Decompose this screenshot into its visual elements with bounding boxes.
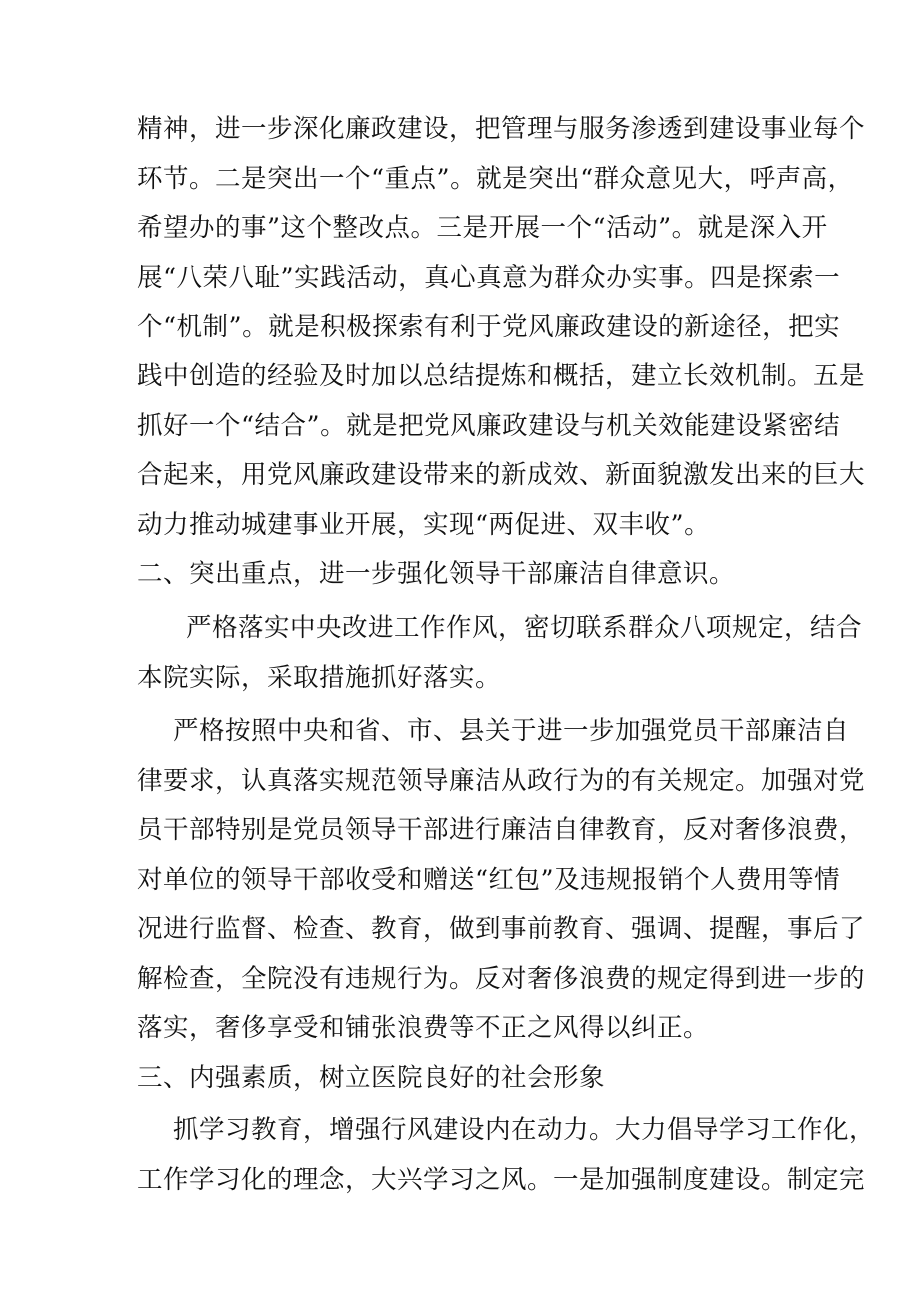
section-heading: 二、突出重点，进一步强化领导干部廉洁自律意识。 <box>137 559 736 589</box>
paragraph-first-line: 严格按照中央和省、市、县关于进一步加强党员干部廉洁自 <box>173 716 850 746</box>
paragraph-first-line: 严格落实中央改进工作作风，密切联系群众八项规定，结合 <box>186 613 863 643</box>
section-heading: 三、内强素质，树立医院良好的社会形象 <box>137 1063 606 1093</box>
text-line: 律要求，认真落实规范领导廉洁从政行为的有关规定。加强对党 <box>137 766 866 796</box>
text-line: 希望办的事”这个整改点。三是开展一个“活动”。就是深入开 <box>137 213 828 243</box>
text-line: 对单位的领导干部收受和赠送“红包”及违规报销个人费用等情 <box>137 865 841 895</box>
text-line: 解检查，全院没有违规行为。反对奢侈浪费的规定得到进一步的 <box>137 964 866 994</box>
text-line: 抓好一个“结合”。就是把党风廉政建设与机关效能建设紧密结 <box>137 411 841 441</box>
text-line: 展“八荣八耻”实践活动，真心真意为群众办实事。四是探索一 <box>137 263 841 293</box>
text-line: 落实，奢侈享受和铺张浪费等不正之风得以纠正。 <box>137 1013 710 1043</box>
text-line: 环节。二是突出一个“重点”。就是突出“群众意见大，呼声高， <box>137 164 854 194</box>
paragraph-first-line: 抓学习教育，增强行风建设内在动力。大力倡导学习工作化， <box>173 1115 876 1145</box>
text-line: 精神，进一步深化廉政建设，把管理与服务渗透到建设事业每个 <box>137 114 866 144</box>
text-line: 动力推动城建事业开展，实现“两促进、双丰收”。 <box>137 510 711 540</box>
text-line: 员干部特别是党员领导干部进行廉洁自律教育，反对奢侈浪费， <box>137 815 866 845</box>
text-line: 合起来，用党风廉政建设带来的新成效、新面貌激发出来的巨大 <box>137 460 866 490</box>
text-line: 本院实际，采取措施抓好落实。 <box>137 663 502 693</box>
text-line: 工作学习化的理念，大兴学习之风。一是加强制度建设。制定完 <box>137 1165 866 1195</box>
text-line: 个“机制”。就是积极探索有利于党风廉政建设的新途径，把实 <box>137 312 841 342</box>
text-line: 况进行监督、检查、教育，做到事前教育、强调、提醒，事后了 <box>137 914 866 944</box>
text-line: 践中创造的经验及时加以总结提炼和概括，建立长效机制。五是 <box>137 361 866 391</box>
